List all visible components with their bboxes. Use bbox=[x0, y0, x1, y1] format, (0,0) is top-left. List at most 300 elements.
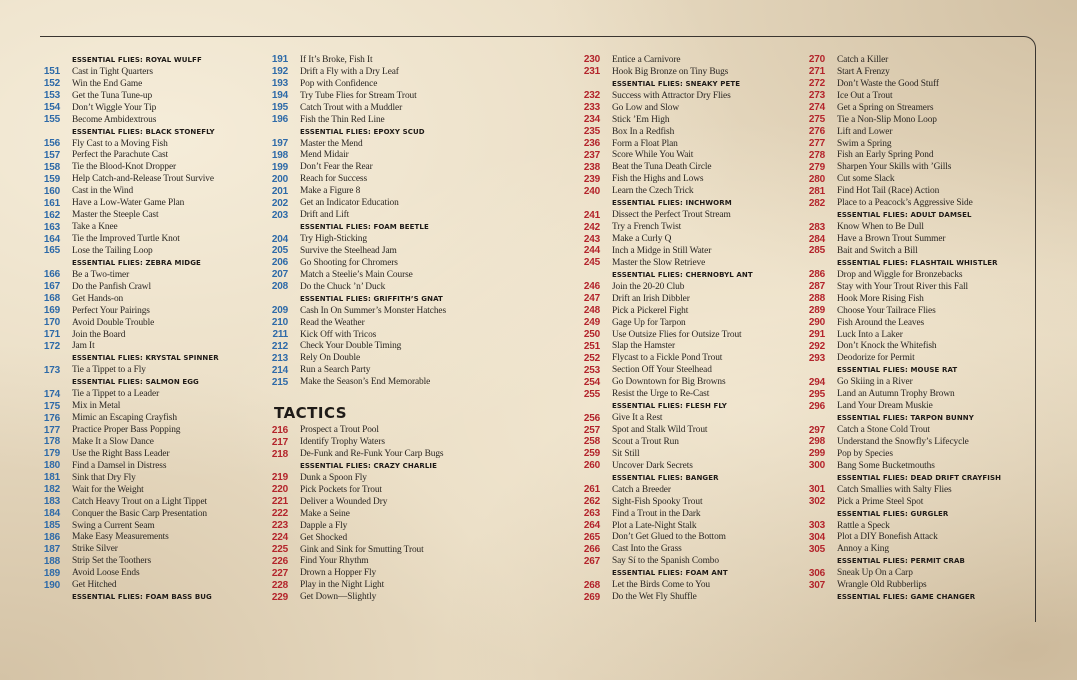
toc-entry[interactable] bbox=[40, 364, 265, 376]
entry-title: Pick Pockets for Trout bbox=[300, 484, 382, 495]
essential-flies-label: ESSENTIAL FLIES: TARPON BUNNY bbox=[837, 414, 974, 423]
toc-entry[interactable] bbox=[805, 579, 1035, 591]
entry-number: 205 bbox=[271, 245, 288, 257]
toc-entry[interactable] bbox=[40, 400, 265, 412]
toc-entry[interactable] bbox=[805, 185, 1035, 197]
toc-entry[interactable] bbox=[580, 436, 835, 448]
toc-entry[interactable] bbox=[40, 185, 265, 197]
entry-number: 224 bbox=[271, 532, 288, 544]
entry-number: 301 bbox=[808, 484, 825, 496]
entry-number: 168 bbox=[43, 293, 60, 305]
entry-number: 288 bbox=[808, 293, 825, 305]
essential-flies-header bbox=[580, 472, 835, 484]
toc-entry[interactable] bbox=[268, 520, 568, 532]
toc-entry[interactable] bbox=[40, 520, 265, 532]
entry-title: Be a Two-timer bbox=[72, 269, 130, 280]
entry-title: Use Outsize Flies for Outsize Trout bbox=[612, 329, 742, 340]
toc-entry[interactable] bbox=[580, 352, 835, 364]
toc-entry[interactable] bbox=[580, 412, 835, 424]
toc-entry[interactable] bbox=[580, 376, 835, 388]
entry-title: Fish Around the Leaves bbox=[837, 317, 925, 328]
entry-title: Cash In On Summer’s Monster Hatches bbox=[300, 305, 447, 316]
entry-number: 256 bbox=[583, 412, 600, 424]
toc-entry[interactable] bbox=[268, 185, 568, 197]
entry-number: 304 bbox=[808, 531, 825, 543]
entry-title: Catch Heavy Trout on a Light Tippet bbox=[72, 496, 208, 507]
toc-entry[interactable] bbox=[268, 591, 568, 603]
toc-entry[interactable] bbox=[580, 150, 835, 162]
toc-entry[interactable] bbox=[805, 520, 1035, 532]
toc-entry[interactable] bbox=[40, 424, 265, 436]
toc-entry[interactable] bbox=[268, 281, 568, 293]
toc-entry[interactable] bbox=[268, 90, 568, 102]
essential-flies-label: ESSENTIAL FLIES: INCHWORM bbox=[612, 199, 732, 208]
entry-number: 290 bbox=[808, 317, 825, 329]
toc-entry[interactable] bbox=[40, 472, 265, 484]
toc-entry[interactable] bbox=[40, 114, 265, 126]
toc-entry[interactable] bbox=[40, 78, 265, 90]
toc-entry[interactable] bbox=[805, 54, 1035, 66]
toc-entry[interactable] bbox=[805, 543, 1035, 555]
entry-number: 273 bbox=[808, 90, 825, 102]
toc-entry[interactable] bbox=[268, 269, 568, 281]
toc-entry[interactable] bbox=[805, 102, 1035, 114]
toc-entry[interactable] bbox=[580, 257, 835, 269]
toc-entry[interactable] bbox=[805, 269, 1035, 281]
essential-flies-label: ESSENTIAL FLIES: FOAM BEETLE bbox=[300, 223, 429, 232]
toc-entry[interactable] bbox=[268, 329, 568, 341]
entry-title: Drift a Fly with a Dry Leaf bbox=[300, 66, 399, 77]
toc-entry[interactable] bbox=[805, 329, 1035, 341]
toc-entry[interactable] bbox=[268, 102, 568, 114]
toc-entry[interactable] bbox=[580, 90, 835, 102]
toc-entry[interactable] bbox=[268, 173, 568, 185]
toc-entry[interactable] bbox=[805, 293, 1035, 305]
toc-entry[interactable] bbox=[40, 305, 265, 317]
entry-title: Strike Silver bbox=[72, 544, 118, 555]
toc-entry[interactable] bbox=[580, 543, 835, 555]
toc-entry[interactable] bbox=[580, 460, 835, 472]
entry-number: 161 bbox=[43, 197, 60, 209]
entry-title: Jam It bbox=[72, 341, 95, 352]
entry-number: 215 bbox=[271, 376, 288, 388]
toc-entry[interactable] bbox=[268, 305, 568, 317]
toc-entry[interactable] bbox=[268, 197, 568, 209]
toc-entry[interactable] bbox=[805, 221, 1035, 233]
entry-title: Mimic an Escaping Crayfish bbox=[72, 413, 177, 424]
toc-entry[interactable] bbox=[40, 484, 265, 496]
entry-number: 259 bbox=[583, 448, 600, 460]
toc-entry[interactable] bbox=[580, 126, 835, 138]
toc-entry[interactable] bbox=[40, 245, 265, 257]
entry-number: 246 bbox=[583, 281, 600, 293]
toc-entry[interactable] bbox=[805, 150, 1035, 162]
toc-entry[interactable] bbox=[268, 496, 568, 508]
entry-number: 208 bbox=[271, 281, 288, 293]
toc-entry[interactable] bbox=[40, 293, 265, 305]
toc-entry[interactable] bbox=[805, 161, 1035, 173]
toc-entry[interactable] bbox=[40, 233, 265, 245]
toc-entry[interactable] bbox=[805, 400, 1035, 412]
toc-entry[interactable] bbox=[268, 257, 568, 269]
toc-entry[interactable] bbox=[40, 221, 265, 233]
entry-number: 184 bbox=[43, 508, 60, 520]
toc-entry[interactable] bbox=[580, 66, 835, 78]
toc-entry[interactable] bbox=[805, 90, 1035, 102]
toc-entry[interactable] bbox=[40, 496, 265, 508]
toc-entry[interactable] bbox=[805, 352, 1035, 364]
entry-number: 157 bbox=[43, 149, 60, 161]
entry-title: Sit Still bbox=[612, 448, 640, 459]
toc-entry[interactable] bbox=[580, 424, 835, 436]
entry-number: 223 bbox=[271, 520, 288, 532]
toc-entry[interactable] bbox=[580, 555, 835, 567]
toc-entry[interactable] bbox=[268, 376, 568, 388]
toc-entry[interactable] bbox=[40, 138, 265, 150]
entry-title: Uncover Dark Secrets bbox=[612, 460, 693, 471]
toc-entry[interactable] bbox=[580, 388, 835, 400]
toc-entry[interactable] bbox=[40, 161, 265, 173]
entry-number: 162 bbox=[43, 209, 60, 221]
toc-entry[interactable] bbox=[40, 197, 265, 209]
entry-number: 285 bbox=[808, 245, 825, 257]
toc-entry[interactable] bbox=[40, 555, 265, 567]
toc-entry[interactable] bbox=[580, 532, 835, 544]
toc-entry[interactable] bbox=[580, 233, 835, 245]
toc-entry[interactable] bbox=[268, 352, 568, 364]
entry-title: Hook Big Bronze on Tiny Bugs bbox=[612, 66, 729, 77]
toc-entry[interactable] bbox=[580, 317, 835, 329]
entry-title: Rely On Double bbox=[300, 353, 361, 364]
entry-number: 209 bbox=[271, 305, 288, 317]
entry-number: 305 bbox=[808, 543, 825, 555]
toc-entry[interactable] bbox=[805, 126, 1035, 138]
entry-number: 255 bbox=[583, 388, 600, 400]
toc-entry[interactable] bbox=[580, 221, 835, 233]
toc-entry[interactable] bbox=[40, 460, 265, 472]
toc-entry[interactable] bbox=[40, 436, 265, 448]
entry-title: Drown a Hopper Fly bbox=[300, 568, 377, 579]
toc-entry[interactable] bbox=[268, 364, 568, 376]
entry-title: Wait for the Weight bbox=[72, 484, 144, 495]
entry-title: Annoy a King bbox=[837, 544, 889, 555]
toc-entry[interactable] bbox=[805, 448, 1035, 460]
entry-number: 158 bbox=[43, 161, 60, 173]
entry-number: 153 bbox=[43, 90, 60, 102]
entry-title: Perfect Your Pairings bbox=[72, 305, 150, 316]
entry-number: 286 bbox=[808, 269, 825, 281]
toc-entry[interactable] bbox=[580, 364, 835, 376]
toc-entry[interactable] bbox=[805, 305, 1035, 317]
entry-title: Go Downtown for Big Browns bbox=[612, 377, 726, 388]
entry-number: 219 bbox=[271, 472, 288, 484]
toc-entry[interactable] bbox=[268, 54, 568, 66]
toc-entry[interactable] bbox=[580, 161, 835, 173]
toc-entry[interactable] bbox=[580, 341, 835, 353]
toc-entry[interactable] bbox=[805, 496, 1035, 508]
entry-title: Help Catch-and-Release Trout Survive bbox=[72, 174, 214, 185]
toc-entry[interactable] bbox=[580, 138, 835, 150]
entry-number: 213 bbox=[271, 352, 288, 364]
entry-number: 289 bbox=[808, 305, 825, 317]
toc-entry[interactable] bbox=[268, 544, 568, 556]
entry-number: 170 bbox=[43, 317, 60, 329]
essential-flies-header bbox=[268, 293, 568, 305]
toc-entry[interactable] bbox=[805, 114, 1035, 126]
entry-title: Hook More Rising Fish bbox=[837, 293, 924, 304]
toc-entry[interactable] bbox=[268, 448, 568, 460]
essential-flies-header bbox=[580, 567, 835, 579]
toc-entry[interactable] bbox=[40, 102, 265, 114]
toc-entry[interactable] bbox=[805, 460, 1035, 472]
toc-entry[interactable] bbox=[805, 376, 1035, 388]
entry-number: 171 bbox=[43, 329, 60, 341]
entry-title: Plot a Late-Night Stalk bbox=[612, 520, 697, 531]
entry-title: Get Hands-on bbox=[72, 293, 124, 304]
entry-title: Drop and Wiggle for Bronzebacks bbox=[837, 269, 963, 280]
entry-title: Tie a Tippet to a Fly bbox=[72, 365, 146, 376]
entry-number: 300 bbox=[808, 460, 825, 472]
entry-number: 189 bbox=[43, 567, 60, 579]
entry-title: Find Your Rhythm bbox=[300, 556, 369, 567]
essential-flies-header bbox=[805, 472, 1035, 484]
essential-flies-header bbox=[805, 412, 1035, 424]
entry-title: Fish the Thin Red Line bbox=[300, 114, 385, 125]
entry-number: 302 bbox=[808, 496, 825, 508]
toc-entry[interactable] bbox=[268, 508, 568, 520]
entry-title: Strip Set the Toothers bbox=[72, 556, 151, 567]
entry-number: 271 bbox=[808, 66, 825, 78]
essential-flies-header bbox=[580, 78, 835, 90]
entry-title: Check Your Double Timing bbox=[300, 341, 402, 352]
essential-flies-label: ESSENTIAL FLIES: DEAD DRIFT CRAYFISH bbox=[837, 473, 1002, 482]
toc-entry[interactable] bbox=[268, 436, 568, 448]
toc-entry[interactable] bbox=[580, 508, 835, 520]
toc-entry[interactable] bbox=[805, 424, 1035, 436]
entry-title: Deodorize for Permit bbox=[837, 353, 915, 364]
entry-title: Do the Wet Fly Shuffle bbox=[612, 592, 697, 603]
toc-entry[interactable] bbox=[40, 543, 265, 555]
essential-flies-label: ESSENTIAL FLIES: CHERNOBYL ANT bbox=[612, 270, 753, 279]
toc-entry[interactable] bbox=[580, 293, 835, 305]
toc-entry[interactable] bbox=[40, 90, 265, 102]
entry-number: 303 bbox=[808, 520, 825, 532]
entry-title: Bait and Switch a Bill bbox=[837, 245, 918, 256]
entry-title: Pop by Species bbox=[837, 448, 893, 459]
entry-title: Mix in Metal bbox=[72, 401, 121, 412]
toc-entry[interactable] bbox=[40, 317, 265, 329]
essential-flies-label: ESSENTIAL FLIES: PERMIT CRAB bbox=[837, 557, 965, 566]
entry-title: Go Low and Slow bbox=[612, 102, 679, 113]
toc-entry[interactable] bbox=[40, 567, 265, 579]
entry-number: 245 bbox=[583, 257, 600, 269]
essential-flies-label: ESSENTIAL FLIES: FOAM BASS BUG bbox=[72, 593, 212, 602]
entry-number: 225 bbox=[271, 544, 288, 556]
toc-entry[interactable] bbox=[268, 532, 568, 544]
entry-number: 200 bbox=[271, 173, 288, 185]
entry-number: 156 bbox=[43, 138, 60, 150]
toc-entry[interactable] bbox=[40, 579, 265, 591]
entry-title: Success with Attractor Dry Flies bbox=[612, 90, 731, 101]
toc-entry[interactable] bbox=[805, 197, 1035, 209]
entry-title: Wrangle Old Rubberlips bbox=[837, 580, 927, 591]
entry-title: Read the Weather bbox=[300, 317, 365, 328]
essential-flies-label: ESSENTIAL FLIES: MOUSE RAT bbox=[837, 366, 958, 375]
toc-entry[interactable] bbox=[580, 245, 835, 257]
toc-entry[interactable] bbox=[40, 448, 265, 460]
toc-entry[interactable] bbox=[805, 245, 1035, 257]
toc-entry[interactable] bbox=[268, 245, 568, 257]
toc-entry[interactable] bbox=[580, 209, 835, 221]
entry-number: 274 bbox=[808, 102, 825, 114]
toc-entry[interactable] bbox=[268, 150, 568, 162]
entry-title: Stick ’Em High bbox=[612, 114, 670, 125]
entry-number: 291 bbox=[808, 329, 825, 341]
entry-number: 204 bbox=[271, 233, 288, 245]
toc-entry[interactable] bbox=[40, 532, 265, 544]
toc-entry[interactable] bbox=[580, 173, 835, 185]
toc-entry[interactable] bbox=[580, 185, 835, 197]
toc-entry[interactable] bbox=[580, 54, 835, 66]
toc-entry[interactable] bbox=[580, 496, 835, 508]
entry-number: 203 bbox=[271, 209, 288, 221]
entry-number: 254 bbox=[583, 376, 600, 388]
entry-title: Practice Proper Bass Popping bbox=[72, 425, 181, 436]
toc-entry[interactable] bbox=[805, 436, 1035, 448]
entry-title: De-Funk and Re-Funk Your Carp Bugs bbox=[300, 449, 444, 460]
entry-number: 277 bbox=[808, 138, 825, 150]
toc-column-4 bbox=[805, 54, 1035, 603]
toc-entry[interactable] bbox=[268, 556, 568, 568]
entry-number: 276 bbox=[808, 126, 825, 138]
toc-entry[interactable] bbox=[805, 484, 1035, 496]
entry-title: Luck Into a Laker bbox=[837, 329, 903, 340]
toc-column-2 bbox=[268, 54, 568, 603]
toc-entry[interactable] bbox=[268, 579, 568, 591]
toc-entry[interactable] bbox=[268, 138, 568, 150]
entry-title: Understand the Snowfly’s Lifecycle bbox=[837, 436, 969, 447]
entry-number: 159 bbox=[43, 173, 60, 185]
toc-entry[interactable] bbox=[268, 233, 568, 245]
toc-column-3 bbox=[580, 54, 835, 603]
entry-title: Don’t Wiggle Your Tip bbox=[72, 102, 157, 113]
toc-entry[interactable] bbox=[805, 341, 1035, 353]
toc-entry[interactable] bbox=[805, 317, 1035, 329]
essential-flies-label: ESSENTIAL FLIES: SALMON EGG bbox=[72, 378, 199, 387]
toc-entry[interactable] bbox=[40, 269, 265, 281]
entry-title: Fly Cast to a Moving Fish bbox=[72, 138, 168, 149]
essential-flies-header bbox=[805, 257, 1035, 269]
entry-title: Sink that Dry Fly bbox=[72, 472, 136, 483]
section-heading: TACTICS bbox=[274, 404, 348, 423]
toc-entry[interactable] bbox=[268, 78, 568, 90]
toc-entry[interactable] bbox=[805, 388, 1035, 400]
toc-entry[interactable] bbox=[40, 66, 265, 78]
toc-entry[interactable] bbox=[805, 532, 1035, 544]
entry-title: Get a Spring on Streamers bbox=[837, 102, 934, 113]
toc-entry[interactable] bbox=[268, 161, 568, 173]
entry-number: 155 bbox=[43, 114, 60, 126]
entry-number: 193 bbox=[271, 78, 288, 90]
entry-number: 284 bbox=[808, 233, 825, 245]
entry-number: 216 bbox=[271, 424, 288, 436]
entry-title: Don’t Get Glued to the Bottom bbox=[612, 532, 726, 543]
entry-title: Have a Brown Trout Summer bbox=[837, 234, 946, 245]
toc-entry[interactable] bbox=[805, 66, 1035, 78]
toc-entry[interactable] bbox=[268, 66, 568, 78]
toc-entry[interactable] bbox=[40, 329, 265, 341]
toc-entry[interactable] bbox=[805, 173, 1035, 185]
toc-entry[interactable] bbox=[805, 567, 1035, 579]
toc-entry[interactable] bbox=[580, 102, 835, 114]
essential-flies-label: ESSENTIAL FLIES: ROYAL WULFF bbox=[72, 55, 202, 64]
entry-number: 239 bbox=[583, 173, 600, 185]
toc-entry[interactable] bbox=[580, 114, 835, 126]
entry-number: 229 bbox=[271, 591, 288, 603]
entry-number: 151 bbox=[43, 66, 60, 78]
toc-entry[interactable] bbox=[268, 484, 568, 496]
toc-entry[interactable] bbox=[580, 448, 835, 460]
toc-entry[interactable] bbox=[268, 114, 568, 126]
entry-number: 211 bbox=[272, 329, 288, 341]
entry-number: 220 bbox=[271, 484, 288, 496]
entry-number: 164 bbox=[43, 233, 60, 245]
toc-entry[interactable] bbox=[580, 579, 835, 591]
toc-entry[interactable] bbox=[805, 138, 1035, 150]
entry-number: 278 bbox=[808, 149, 825, 161]
toc-entry[interactable] bbox=[580, 305, 835, 317]
toc-entry[interactable] bbox=[40, 388, 265, 400]
entry-number: 152 bbox=[43, 78, 60, 90]
essential-flies-header bbox=[40, 376, 265, 388]
essential-flies-header bbox=[580, 400, 835, 412]
toc-entry[interactable] bbox=[268, 209, 568, 221]
toc-entry[interactable] bbox=[40, 508, 265, 520]
toc-entry[interactable] bbox=[268, 424, 568, 436]
toc-entry[interactable] bbox=[40, 412, 265, 424]
toc-entry[interactable] bbox=[805, 233, 1035, 245]
entry-title: Resist the Urge to Re-Cast bbox=[612, 389, 710, 400]
entry-number: 226 bbox=[271, 555, 288, 567]
entry-title: Lose the Tailing Loop bbox=[72, 245, 153, 256]
toc-entry[interactable] bbox=[268, 341, 568, 353]
toc-entry[interactable] bbox=[268, 317, 568, 329]
entry-title: Have a Low-Water Game Plan bbox=[72, 198, 185, 209]
toc-entry[interactable] bbox=[268, 472, 568, 484]
toc-entry[interactable] bbox=[580, 329, 835, 341]
entry-number: 214 bbox=[271, 364, 288, 376]
toc-entry[interactable] bbox=[805, 78, 1035, 90]
toc-entry[interactable] bbox=[40, 209, 265, 221]
toc-entry[interactable] bbox=[40, 173, 265, 185]
entry-title: Don’t Knock the Whitefish bbox=[837, 341, 937, 352]
entry-number: 195 bbox=[271, 102, 288, 114]
toc-entry[interactable] bbox=[580, 484, 835, 496]
toc-entry[interactable] bbox=[40, 281, 265, 293]
toc-entry[interactable] bbox=[805, 281, 1035, 293]
entry-number: 248 bbox=[583, 305, 600, 317]
entry-number: 212 bbox=[271, 340, 288, 352]
entry-number: 166 bbox=[43, 269, 60, 281]
entry-number: 249 bbox=[583, 317, 600, 329]
essential-flies-header bbox=[40, 257, 265, 269]
toc-entry[interactable] bbox=[580, 520, 835, 532]
toc-entry[interactable] bbox=[580, 281, 835, 293]
toc-entry[interactable] bbox=[268, 567, 568, 579]
toc-entry[interactable] bbox=[40, 341, 265, 353]
toc-entry[interactable] bbox=[40, 150, 265, 162]
toc-entry[interactable] bbox=[580, 591, 835, 603]
